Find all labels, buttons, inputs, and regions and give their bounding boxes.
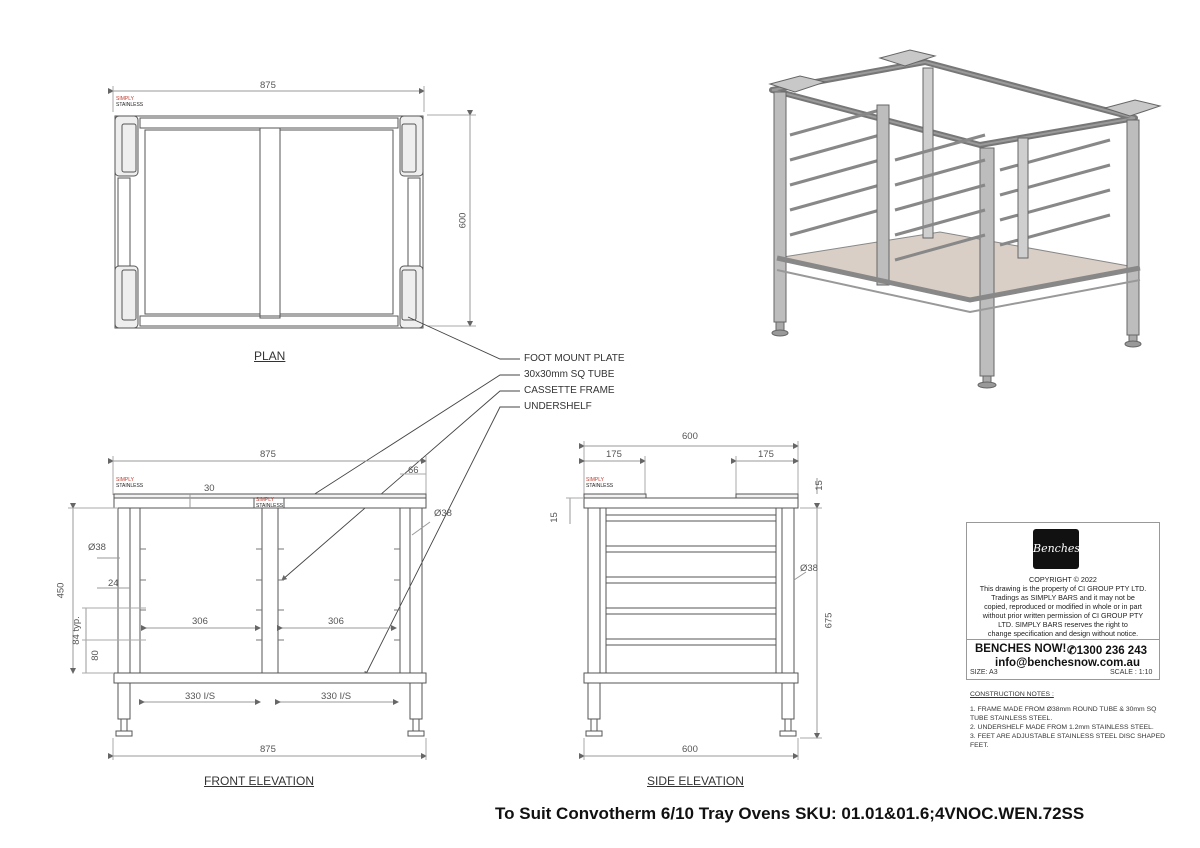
copyright-line: copied, reproduced or modified in whole or in part bbox=[984, 602, 1142, 611]
isometric-view bbox=[770, 50, 1160, 388]
email-address: info@benchesnow.com.au bbox=[995, 657, 1140, 669]
logo-line1: SIMPLY bbox=[256, 497, 274, 503]
front-306-right-dimension: 306 bbox=[328, 616, 344, 627]
note-item: 2. UNDERSHELF MADE FROM 1.2mm STAINLESS STEEL. bbox=[970, 724, 1154, 731]
front-elevation-label: FRONT ELEVATION bbox=[204, 774, 315, 788]
benches-logo: Benches bbox=[1033, 529, 1079, 569]
copyright-text bbox=[971, 575, 1155, 638]
plan-view-label: PLAN bbox=[254, 349, 286, 363]
phone-icon: ✆ bbox=[1067, 645, 1077, 657]
front-38-right-dimension: Ø38 bbox=[434, 508, 452, 519]
side-175-right-dimension: 175 bbox=[758, 449, 774, 460]
copyright-line: This drawing is the property of CI GROUP PTY LTD. bbox=[979, 584, 1147, 593]
front-24-dimension: 24 bbox=[108, 578, 119, 589]
callout-sq-tube: 30x30mm SQ TUBE bbox=[524, 369, 615, 380]
front-450-dimension: 450 bbox=[55, 582, 67, 599]
side-logo bbox=[586, 478, 613, 489]
side-38-dimension: Ø38 bbox=[800, 563, 818, 574]
front-30-dimension: 30 bbox=[204, 483, 215, 494]
front-elevation-view bbox=[68, 456, 430, 760]
front-330-left-dimension: 330 I/S bbox=[185, 691, 216, 702]
front-84-dimension: 84 typ. bbox=[70, 616, 82, 645]
callout-foot-mount-plate: FOOT MOUNT PLATE bbox=[524, 353, 625, 364]
front-66-dimension: 66 bbox=[408, 465, 419, 476]
callout-undershelf: UNDERSHELF bbox=[524, 401, 592, 412]
logo-line1: SIMPLY bbox=[116, 96, 134, 102]
title-block-divider bbox=[967, 639, 1159, 640]
front-330-right-dimension: 330 I/S bbox=[321, 691, 352, 702]
title-block bbox=[966, 522, 1160, 680]
front-306-left-dimension: 306 bbox=[192, 616, 208, 627]
copyright-line: change specification and design without notice. bbox=[987, 629, 1139, 638]
construction-notes bbox=[970, 690, 1170, 750]
side-top-width-dimension: 600 bbox=[682, 431, 698, 442]
front-38-left-dimension: Ø38 bbox=[88, 542, 106, 553]
logo-line2: STAINLESS bbox=[256, 502, 284, 509]
front-80-dimension: 80 bbox=[89, 650, 101, 661]
notes-heading: CONSTRUCTION NOTES : bbox=[970, 691, 1054, 698]
logo-line2: STAINLESS bbox=[116, 101, 144, 108]
phone-number bbox=[1067, 643, 1147, 657]
side-175-left-dimension: 175 bbox=[606, 449, 622, 460]
plan-logo bbox=[116, 97, 143, 108]
note-item: 1. FRAME MADE FROM Ø38mm ROUND TUBE & 30mm SQ TUBE STAINLESS STEEL. bbox=[970, 706, 1157, 722]
phone-text: 1300 236 243 bbox=[1076, 645, 1147, 657]
front-rail-logo bbox=[256, 498, 283, 509]
sheet-size: SIZE: A3 bbox=[970, 669, 998, 676]
side-15-right-dimension: 15 bbox=[813, 480, 825, 491]
plan-view bbox=[113, 86, 476, 328]
side-675-dimension: 675 bbox=[823, 612, 835, 629]
plan-width-dimension: 875 bbox=[260, 80, 276, 91]
side-15-left-dimension: 15 bbox=[548, 512, 560, 523]
plan-depth-dimension: 600 bbox=[457, 212, 469, 229]
front-logo bbox=[116, 478, 143, 489]
copyright-line: COPYRIGHT © 2022 bbox=[1029, 575, 1097, 584]
brand-name: BENCHES NOW! bbox=[975, 643, 1067, 655]
side-elevation-label: SIDE ELEVATION bbox=[647, 774, 744, 788]
copyright-line: Tradings as SIMPLY BARS and it may not be bbox=[991, 593, 1135, 602]
logo-line2: STAINLESS bbox=[116, 482, 144, 489]
callout-cassette-frame: CASSETTE FRAME bbox=[524, 385, 615, 396]
drawing-title: To Suit Convotherm 6/10 Tray Ovens SKU: 01.01&01.6;4VNOC.WEN.72SS bbox=[495, 804, 1085, 823]
front-top-width-dimension: 875 bbox=[260, 449, 276, 460]
side-bottom-width-dimension: 600 bbox=[682, 744, 698, 755]
copyright-line: LTD. SIMPLY BARS reserves the right to bbox=[998, 620, 1128, 629]
logo-line2: STAINLESS bbox=[586, 482, 614, 489]
logo-line1: SIMPLY bbox=[116, 477, 134, 483]
sheet-scale: SCALE : 1:10 bbox=[1110, 669, 1153, 676]
copyright-line: without prior written permission of CI GROUP PTY bbox=[982, 611, 1144, 620]
note-item: 3. FEET ARE ADJUSTABLE STAINLESS STEEL DISC SHAPED FEET. bbox=[970, 733, 1166, 749]
logo-line1: SIMPLY bbox=[586, 477, 604, 483]
front-bottom-width-dimension: 875 bbox=[260, 744, 276, 755]
